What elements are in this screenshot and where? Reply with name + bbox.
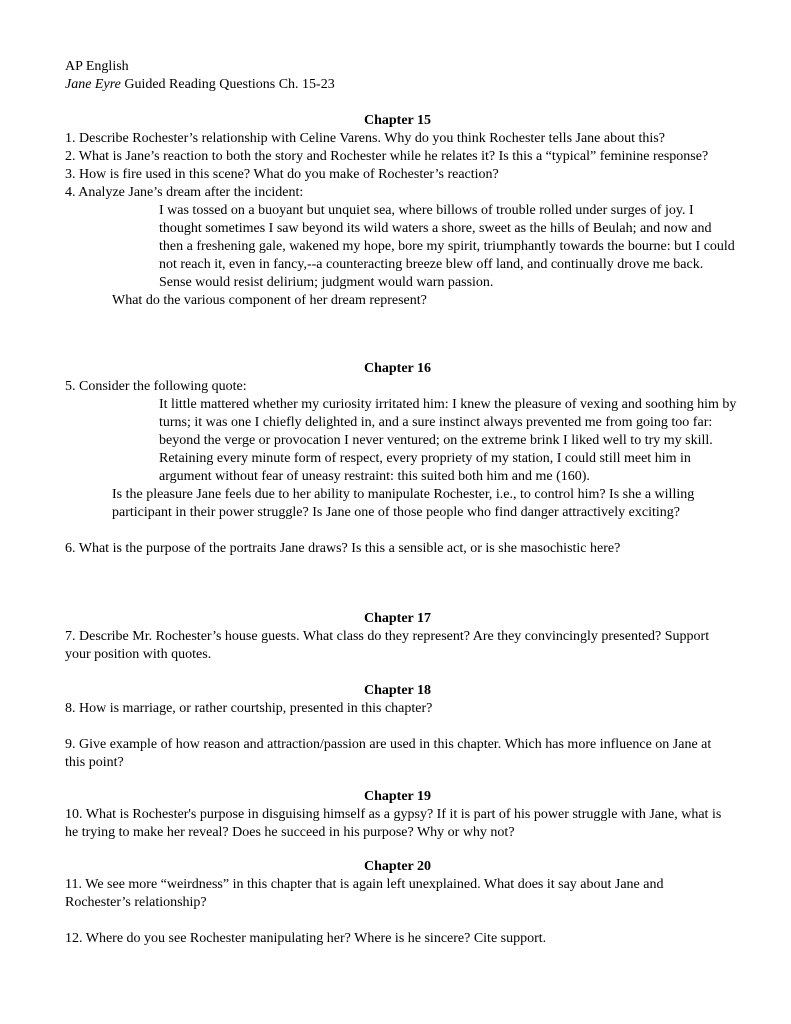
chapter-heading: Chapter 20 — [363, 859, 432, 874]
question-7: 7. Describe Mr. Rochester’s house guests. What class do they represent? Are they convincingly presented? Support your position with quotes. — [65, 629, 710, 662]
question-5-followup: Is the pleasure Jane feels due to her ability to manipulate Rochester, i.e., to control him? Is she a willing participant in their power struggle? Is Jane one of those people who find danger attractively exciting? — [112, 487, 695, 520]
chapter-heading: Chapter 16 — [363, 361, 432, 376]
chapter-16-section — [65, 360, 737, 558]
question-8: 8. How is marriage, or rather courtship, presented in this chapter? — [65, 701, 433, 716]
question-5: 5. Consider the following quote: — [65, 379, 247, 394]
block-quote: It little mattered whether my curiosity irritated him: I knew the pleasure of vexing and soothing him by turns; it was one I chiefly delighted in, and a sure instinct always prevented me from going too far: beyond the verge or provocation I never ventured; on the extreme brink I liked well to try my skill. Retaining every minute form of respect, every propriety of my station, I could still meet him in argument without fear of uneasy restraint: this suited both him and me (160). — [159, 397, 737, 484]
question-4: 4. Analyze Jane’s dream after the incident: — [65, 185, 304, 200]
block-quote: I was tossed on a buoyant but unquiet sea, where billows of trouble rolled under surges of joy. I thought sometimes I saw beyond its wild waters a shore, sweet as the hills of Beulah; and now and then a freshening gale, wakened my hope, bore my spirit, triumphantly towards the bourne: but I could not reach it, even in fancy,--a counteracting breeze blew off land, and continually drove me back. Sense would resist delirium; judgment would warn passion. — [159, 203, 735, 290]
question-1: 1. Describe Rochester’s relationship with Celine Varens. Why do you think Rochester tells Jane about this? — [65, 131, 665, 146]
chapter-heading: Chapter 17 — [363, 611, 432, 626]
question-2: 2. What is Jane’s reaction to both the story and Rochester while he relates it? Is this a “typical” feminine response? — [65, 149, 709, 164]
document-header — [65, 58, 335, 94]
chapter-heading: Chapter 19 — [363, 789, 432, 804]
book-title: Jane Eyre — [65, 77, 121, 92]
document-title — [65, 76, 335, 94]
question-10: 10. What is Rochester's purpose in disguising himself as a gypsy? If it is part of his power struggle with Jane, what is he trying to make her reveal? Does he succeed in his purpose? Why or why not? — [65, 807, 722, 840]
chapter-15-section — [65, 112, 735, 310]
chapter-19-section — [65, 788, 730, 842]
chapter-20-section — [65, 858, 730, 948]
chapter-17-section — [65, 610, 730, 664]
question-11: 11. We see more “weirdness” in this chapter that is again left unexplained. What does it say about Jane and Rochester’s relationship? — [65, 877, 664, 910]
question-3: 3. How is fire used in this scene? What do you make of Rochester’s reaction? — [65, 167, 499, 182]
chapter-heading: Chapter 18 — [363, 683, 432, 698]
chapter-heading: Chapter 15 — [363, 113, 432, 128]
question-4-followup: What do the various component of her dream represent? — [112, 293, 427, 308]
document-subtitle: Guided Reading Questions Ch. 15-23 — [120, 77, 335, 92]
question-6: 6. What is the purpose of the portraits Jane draws? Is this a sensible act, or is she masochistic here? — [65, 541, 621, 556]
course-name: AP English — [65, 59, 129, 74]
chapter-18-section — [65, 682, 730, 772]
question-12: 12. Where do you see Rochester manipulating her? Where is he sincere? Cite support. — [65, 931, 547, 946]
question-9: 9. Give example of how reason and attraction/passion are used in this chapter. Which has more influence on Jane at this point? — [65, 737, 712, 770]
